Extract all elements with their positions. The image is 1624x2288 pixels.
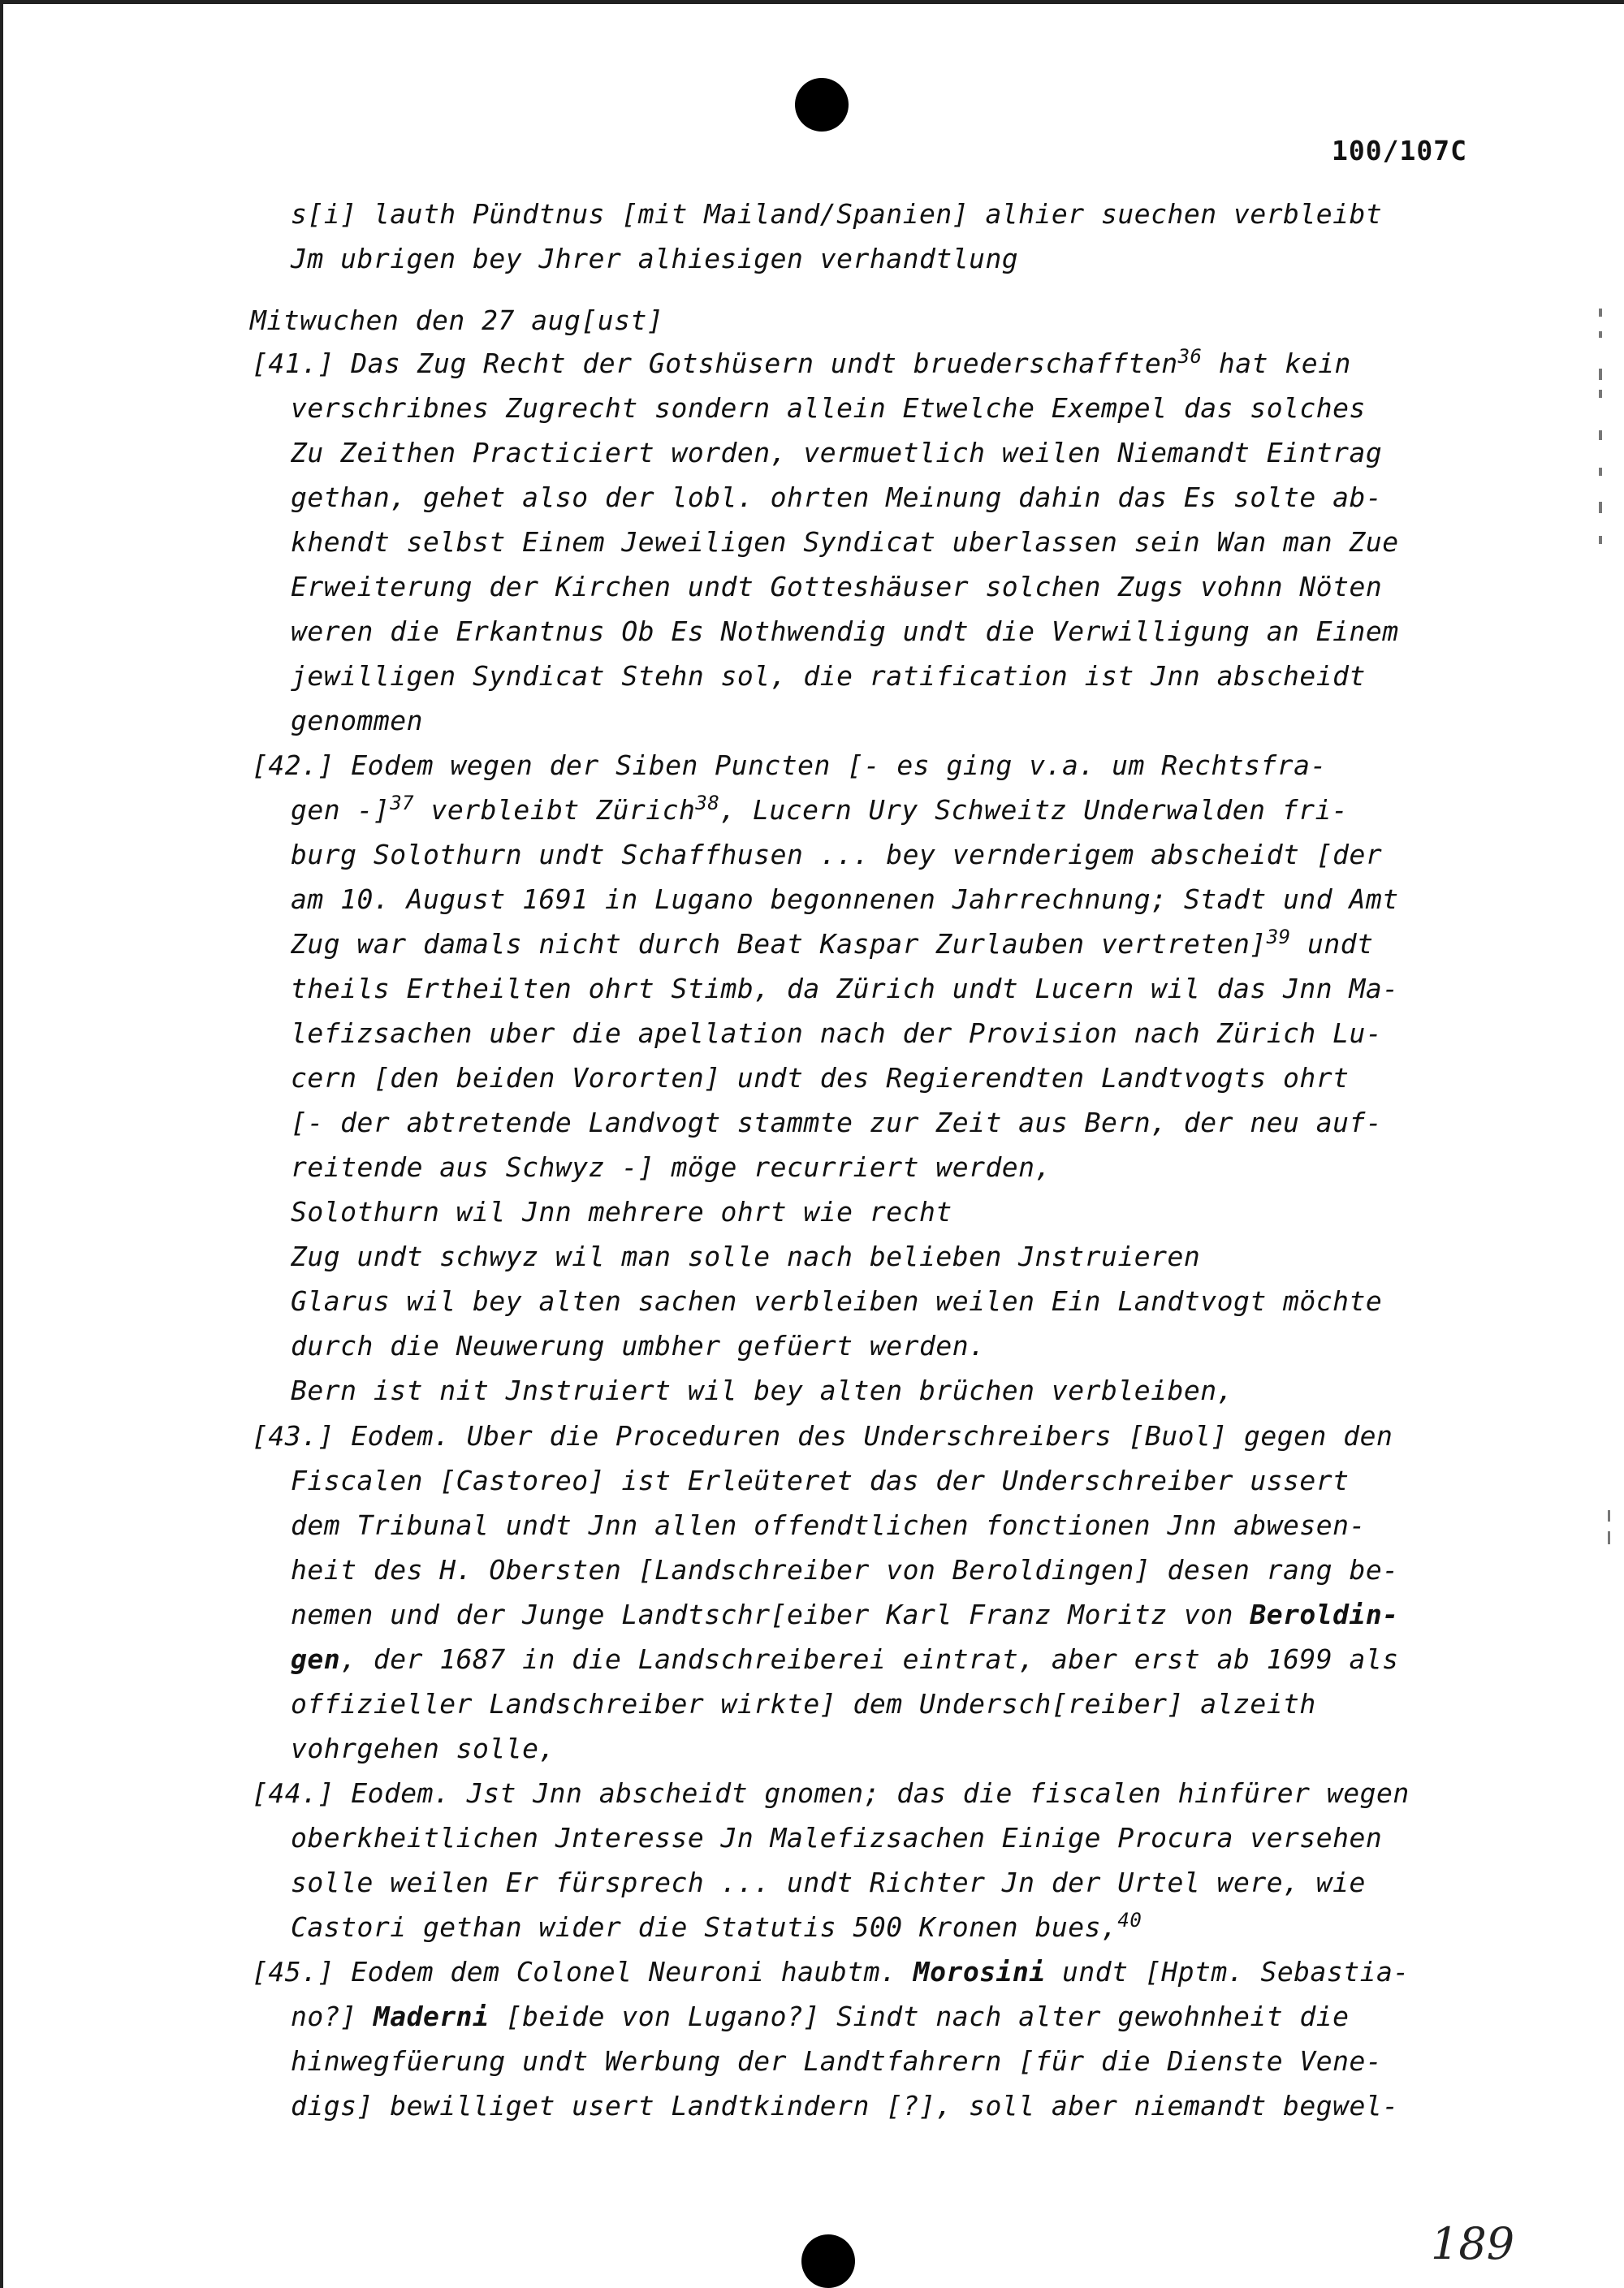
text-line: solle weilen Er fürsprech ... undt Richter Jn der Urtel were, wie	[291, 1867, 1366, 1898]
text-line: gethan, gehet also der lobl. ohrten Meinung dahin das Es solte ab-	[291, 481, 1383, 513]
bold-name: gen	[291, 1643, 341, 1675]
bold-name: Morosini	[913, 1956, 1046, 1988]
text-line: Solothurn wil Jnn mehrere ohrt wie recht	[291, 1196, 952, 1228]
text-line: khendt selbst Einem Jeweiligen Syndicat uberlassen sein Wan man Zue	[291, 526, 1399, 558]
text-line: cern [den beiden Vororten] undt des Regierendten Landtvogts ohrt	[291, 1062, 1350, 1094]
text-line: lefizsachen uber die apellation nach der Provision nach Zürich Lu-	[291, 1017, 1383, 1049]
text-line: jewilligen Syndicat Stehn sol, die ratification ist Jnn abscheidt	[291, 660, 1366, 692]
text-line: am 10. August 1691 in Lugano begonnenen Jahrrechnung; Stadt und Amt	[291, 883, 1399, 915]
text-line: digs] bewilliget usert Landtkindern [?], soll aber niemandt begwel-	[291, 2090, 1399, 2122]
text-line: vohrgehen solle,	[291, 1733, 555, 1764]
text-line: gen -]$^{37}$ verbleibt Zürich$^{38}$, Lucern Ury Schweitz Underwalden fri-	[291, 792, 1349, 826]
text-line: Bern ist nit Jnstruiert wil bey alten brüchen verbleiben,	[291, 1375, 1233, 1406]
footnote-ref: 36	[1177, 345, 1203, 368]
text-line: Zu Zeithen Practiciert worden, vermuetlich weilen Niemandt Eintrag	[291, 437, 1383, 468]
text-line: s[i] lauth Pündtnus [mit Mailand/Spanien] alhier suechen verbleibt	[291, 198, 1383, 230]
text-line: [41.] Das Zug Recht der Gotshüsern undt bruederschafften$^{36}$ hat kein	[252, 345, 1351, 379]
text-line: gen, der 1687 in die Landschreiberei eintrat, aber erst ab 1699 als	[291, 1643, 1399, 1675]
footnote-ref: 38	[695, 792, 720, 814]
text-line: offizieller Landschreiber wirkte] dem Undersch[reiber] alzeith	[291, 1688, 1316, 1720]
text-line: genommen	[291, 705, 423, 736]
bold-name: Maderni	[373, 2001, 490, 2032]
text-line: heit des H. Obersten [Landschreiber von Beroldingen] desen rang be-	[291, 1554, 1399, 1586]
punch-hole-bottom	[801, 2234, 855, 2288]
text-line: durch die Neuwerung umbher gefüert werden.	[291, 1330, 986, 1362]
text-line: weren die Erkantnus Ob Es Nothwendig undt die Verwilligung an Einem	[291, 615, 1399, 647]
page-reference: 100/107C	[1332, 135, 1467, 166]
text-line: reitende aus Schwyz -] möge recurriert werden,	[291, 1151, 1052, 1183]
text-line: [- der abtretende Landvogt stammte zur Zeit aus Bern, der neu auf-	[291, 1107, 1383, 1138]
scan-edge-top	[0, 0, 1624, 4]
text-line: oberkheitlichen Jnteresse Jn Malefizsachen Einige Procura versehen	[291, 1822, 1383, 1854]
text-line: Castori gethan wider die Statutis 500 Kronen bues,$^{40}$	[291, 1909, 1142, 1943]
footnote-ref: 39	[1266, 926, 1291, 948]
punch-hole-top	[795, 78, 849, 132]
text-line: [44.] Eodem. Jst Jnn abscheidt gnomen; das die fiscalen hinfürer wegen	[252, 1777, 1410, 1809]
text-line: Jm ubrigen bey Jhrer alhiesigen verhandtlung	[291, 243, 1019, 274]
text-line: [45.] Eodem dem Colonel Neuroni haubtm. Morosini undt [Hptm. Sebastia-	[252, 1956, 1410, 1988]
text-line: [42.] Eodem wegen der Siben Puncten [- es ging v.a. um Rechtsfra-	[252, 749, 1327, 781]
date-heading: Mitwuchen den 27 aug[ust]	[250, 304, 664, 336]
margin-annotation-marks	[1596, 309, 1612, 552]
footnote-ref: 37	[390, 792, 415, 814]
text-line: theils Ertheilten ohrt Stimb, da Zürich undt Lucern wil das Jnn Ma-	[291, 973, 1399, 1004]
text-line: [43.] Eodem. Uber die Proceduren des Underschreibers [Buol] gegen den	[252, 1420, 1393, 1452]
footnote-ref: 40	[1117, 1909, 1142, 1932]
text-line: Glarus wil bey alten sachen verbleiben weilen Ein Landtvogt möchte	[291, 1285, 1383, 1317]
text-line: nemen und der Junge Landtschr[eiber Karl Franz Moritz von Beroldin-	[291, 1599, 1399, 1630]
scan-edge-left	[0, 0, 3, 2288]
bold-name: Beroldin-	[1250, 1599, 1399, 1630]
text-line: Zug war damals nicht durch Beat Kaspar Zurlauben vertreten]$^{39}$ undt	[291, 926, 1374, 960]
text-line: Zug undt schwyz wil man solle nach belieben Jnstruieren	[291, 1241, 1201, 1272]
handwritten-folio-number: 189	[1431, 2218, 1515, 2269]
text-line: Erweiterung der Kirchen undt Gotteshäuser solchen Zugs vohnn Nöten	[291, 571, 1383, 602]
text-line: no?] Maderni [beide von Lugano?] Sindt nach alter gewohnheit die	[291, 2001, 1350, 2032]
text-line: burg Solothurn undt Schaffhusen ... bey vernderigem abscheidt [der	[291, 839, 1383, 870]
text-line: dem Tribunal undt Jnn allen offendtlichen fonctionen Jnn abwesen-	[291, 1509, 1366, 1541]
text-line: hinwegfüerung undt Werbung der Landtfahrern [für die Dienste Vene-	[291, 2045, 1383, 2077]
margin-annotation-marks-2	[1606, 1510, 1614, 1559]
text-line: Fiscalen [Castoreo] ist Erleüteret das der Underschreiber ussert	[291, 1465, 1350, 1496]
text-line: verschribnes Zugrecht sondern allein Etwelche Exempel das solches	[291, 392, 1366, 424]
